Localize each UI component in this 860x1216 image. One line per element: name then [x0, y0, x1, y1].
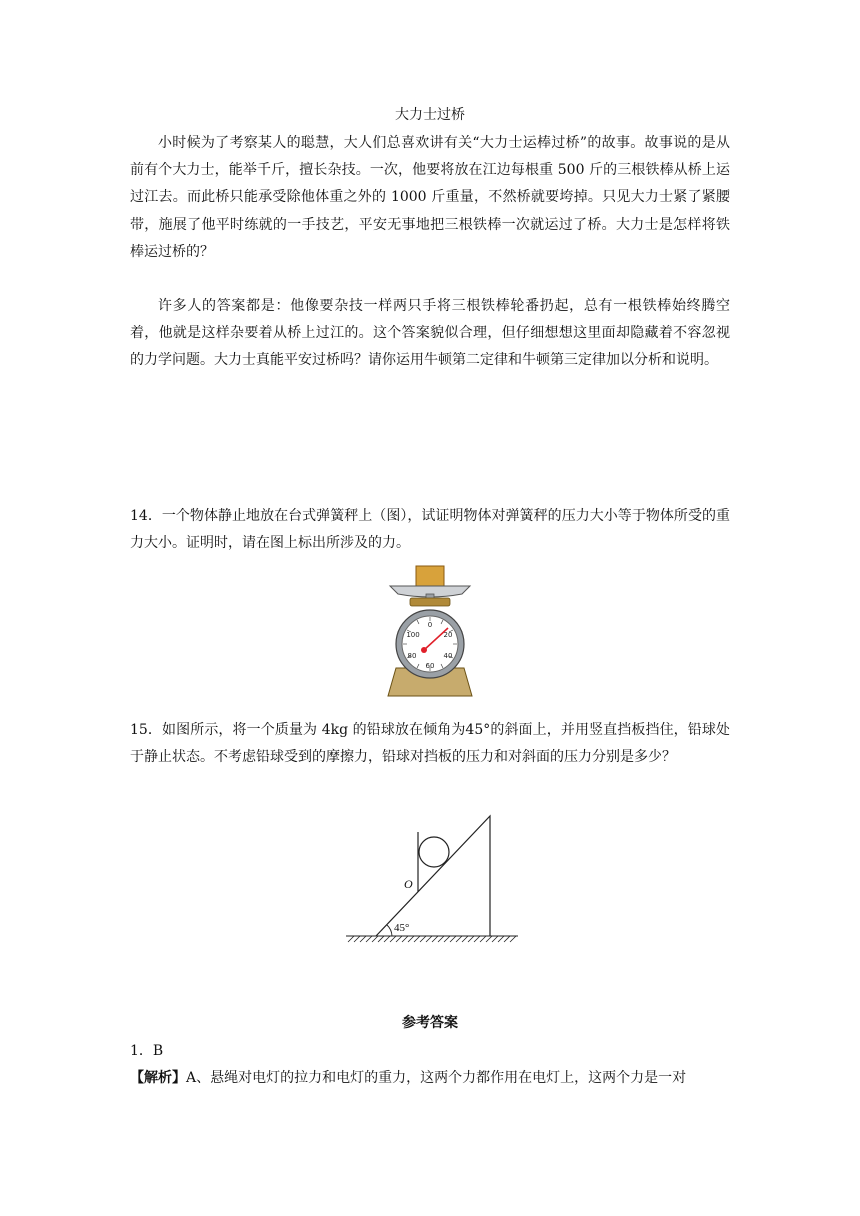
dial-label-60: 60 — [425, 662, 435, 670]
answers-title: 参考答案 — [402, 1015, 458, 1031]
dial-label-20: 20 — [443, 631, 453, 639]
story-paragraph-2: 许多人的答案都是：他像要杂技一样两只手将三根铁棒轮番扔起，总有一根铁棒始终腾空着，他就是这样杂要着从桥上过江的。这个答案貌似合理，但仔细想想这里面却隐藏着不容忽视的力学问题。大力士真能平安过桥吗？请你运用牛顿第二定律和牛顿第三定律加以分析和说明。 — [130, 298, 730, 369]
point-o-label: O — [404, 877, 413, 891]
answer-item-1: 1．B — [130, 1043, 164, 1059]
dial-label-100: 100 — [406, 631, 420, 639]
incline-plane — [376, 816, 490, 936]
analysis-text: A、悬绳对电灯的拉力和电灯的重力，这两个力都作用在电灯上，这两个力是一对 — [186, 1070, 687, 1086]
dial-label-40: 40 — [443, 652, 453, 660]
dial-label-80: 80 — [407, 652, 417, 660]
incline-figure — [342, 812, 522, 946]
story-title: 大力士过桥 — [395, 107, 465, 123]
dial-needle-hub — [421, 647, 427, 653]
dial-label-0: 0 — [427, 621, 433, 629]
object-box — [416, 566, 444, 588]
question-15-text: 15．如图所示，将一个质量为 4kg 的铅球放在倾角为45°的斜面上，并用竖直挡板挡住，铅球处于静止状态。不考虑铅球受到的摩擦力，铅球对挡板的压力和对斜面的压力分别是多少？ — [130, 722, 730, 766]
angle-arc — [387, 925, 392, 936]
answer-analysis — [130, 1065, 730, 1092]
ground-hatch — [348, 936, 516, 942]
angle-label: 45° — [394, 922, 410, 934]
spring-scale-figure — [382, 564, 478, 700]
story-paragraph-1: 小时候为了考察某人的聪慧，大人们总喜欢讲有关“大力士运棒过桥”的故事。故事说的是从前有个大力士，能举千斤，擅长杂技。一次，他要将放在江边每根重 500 斤的三根铁棒从桥上运过江去。而此桥只能承受除他体重之外的 1000 斤重量，不然桥就要垮掉。只见大力士紧了紧腰带，施展了他平时练就的一手技艺，平安无事地把三根铁棒一次就运过了桥。大力士是怎样将铁棒运过桥的？ — [130, 135, 730, 260]
analysis-tag: 【解析】 — [130, 1070, 186, 1086]
question-14-text: 14．一个物体静止地放在台式弹簧秤上（图），试证明物体对弹簧秤的压力大小等于物体所受的重力大小。证明时，请在图上标出所涉及的力。 — [130, 508, 730, 552]
lead-ball — [419, 837, 449, 867]
